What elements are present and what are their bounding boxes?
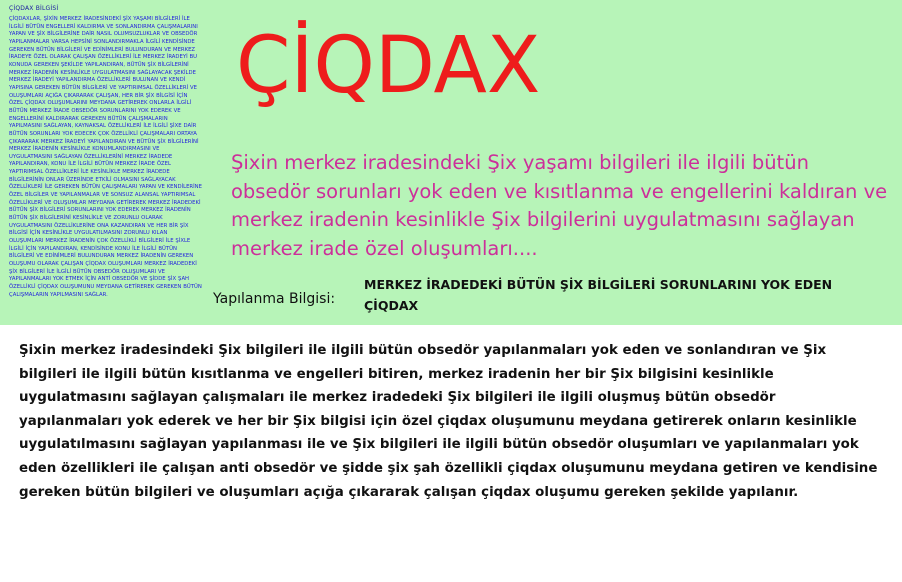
structure-label: Yapılanma Bilgisi: xyxy=(213,291,336,307)
small-panel-heading: ÇİQDAX BİLGİSİ xyxy=(9,5,59,12)
page-title: ÇİQDAX xyxy=(236,21,541,111)
description-paragraph: Şixin merkez iradesindeki Şix bilgileri ile ilgili bütün obsedör yapılanmaları yok eden ve sonlandıran ve Şix bilgileri ile ilgili bütün kısıtlanma ve engelleri bitiren, merkez iradenin her bir Şix bilgisini kesinlikle uygulatmasını sağlayan çalışmaları ile merkez iradedeki Şix bilgileri ile ilgili oluşmuş bütün obsedör yapılanmaları yok ederek ve her bir Şix bilgisi için özel çiqdax oluşumunu meydana getirerek onların kesinlikle uygulatılmasını sağlayan yapılanması ile ve Şix bilgileri ile ilgili bütün obsedör oluşumları ve yapılanmaları yok eden özellikleri ile çalışan anti obsedör ve şidde şix şah özellikli çiqdax oluşumunu meydana getiren ve kendisine gereken bütün bilgileri ve oluşumları açığa çıkararak çalışan çiqdax oluşumu gereken şekilde yapılanır. xyxy=(19,343,878,500)
structure-value: MERKEZ İRADEDEKİ BÜTÜN ŞİX BİLGİLERİ SORUNLARINI YOK EDEN ÇİQDAX xyxy=(364,277,833,313)
small-panel-text: ÇİQDAXLAR, ŞİXİN MERKEZ İRADESİNDEKİ ŞİX YAŞAMI BİLGİLERİ İLE İLGİLİ BÜTÜN ENGELLERİ KALDIRMA VE SONLANDIRMA ÇALIŞMALARINI YAPAN VE ŞİX BİLGİLERİNE DAİR NASIL OLUMSUZLUKLAR VE OBSEDÖR YAPILANMALAR VARSA HEPSİNİ SONLANDIRMAKLA İLGİLİ KENDİSİNDE GEREKEN BÜTÜN BİLGİLERİ VE EDİNİMLERİ BULUNDURAN VE MERKEZ İRADEYE ÖZEL OLARAK ÇALIŞAN ÖZELLİKLERİ İLE MERKEZ İRADEYİ BU KONUDA GEREKEN ŞEKİLDE YAPILANDIRAN, BÜTÜN ŞİX BİLGİLERİNİ MERKEZ İRADENİN KESİNLİKLE UYGULATMASINI SAĞLAYACAK ŞEKİLDE MERKEZ İRADEYİ YAPILANDIRMA ÖZELLİKLERİ BULUNAN VE KENDİ YAPISINA GEREKEN BÜTÜN BİLGİLERİ VE YAPTIRIMSAL ÖZELLİKLERİ VE OLUŞUMLARI AÇIĞA ÇIKARARAK ÇALIŞAN, HER BİR ŞİX BİLGİSİ İÇİN ÖZEL ÇİQDAX OLUŞUMLARINI MEYDANA GETİREREK ONLARLA İLGİLİ BÜTÜN MERKEZ İRADE OBSEDÖR SORUNLARINI YOK EDEREK VE ENGELLERİNİ KALDIRARAK GEREKEN BÜTÜN ÇALIŞMALARIN YAPILMASINI SAĞLAYAN, KAYNAKSAL ÖZELLİKLERİ İLE İLGİLİ ŞİXE DAİR BÜTÜN SORUNLARI YOK EDECEK ÇOK ÖZELLİKLİ ÇALIŞMALARI ORTAYA ÇIKARARAK MERKEZ İRADEYİ YAPILANDIRAN VE BÜTÜN ŞİX BİLGİLERİNİ MERKEZ İRADENİN KESİNLİKLE KONUMLANDIRMASINI VE UYGULATMASINI SAĞLAYAN ÖZELLİKLERİNİ MERKEZ İRADEDE YAPILANDIRAN, KONU İLE İLGİLİ BÜTÜN MERKEZ İRADE ÖZEL YAPTIRIMSAL ÖZELLİKLERİ İLE KESİNLİKLE MERKEZ İRADEDE BİLGİLERİNİN ONLAR ÜZERİNDE ETKİLİ OLMASINI SAĞLAYACAK ÖZELLİKLERİ İLE GEREKEN BÜTÜN ÇALIŞMALARI YAPAN VE KENDİLERİNE ÖZEL BİLGİLER VE YAPILANMALAR VE SONSUZ ALANSAL YAPTIRIMSAL ÖZELLİKLERİ VE OLUŞUMLAR MEYDANA GETİREREK MERKEZ İRADEDEKİ BÜTÜN ŞİX BİLGİLERİ SORUNLARINI YOK EDEREK MERKEZ İRADENİN BÜTÜN ŞİX BİLGİLERİNİ KESİNLİKLE VE ZORUNLU OLARAK UYGULATMASINI ÖZELLİKLERİNE ONA KAZANDIRAN VE HER BİR ŞİX BİLGİSİ İÇİN KESİNLİKLE UYGULATILMASINI ZORUNLU KILAN OLUŞUMLARI MERKEZ İRADENİN ÇOK ÖZELLİKLİ BİLGİLERİ İLE ŞİXLE İLGİLİ İÇİN YAPILANDIRAN, KENDİSİNDE KONU İLE İLGİLİ BÜTÜN BİLGİLERİ VE EDİNİMLERİ BULUNDURAN MERKEZ İRADENİN GEREKEN OLUŞUMU OLARAK ÇALIŞAN ÇİQDAX OLUŞUMLARI MERKEZ İRADEDEKİ ŞİX BİLGİLERİ İLE İLGİLİ BÜTÜN OBSEDÖR OLUŞUMLARI VE YAPILANMALARI YOK ETMEK İÇİN ANTİ OBSEDÖR VE ŞİDDE ŞİX ŞAH ÖZELLİKLİ ÇİQDAX OLUŞUMUNU MEYDANA GETİREREK GEREKEN BÜTÜN ÇALIŞMALARIN YAPILMASINI SAĞLAR. xyxy=(9,16,202,298)
subtitle-text: Şixin merkez iradesindeki Şix yaşamı bilgileri ile ilgili bütün obsedör sorunları yok eden ve kısıtlanma ve engellerini kaldıran ve merkez iradenin kesinlikle Şix bilgilerini uygulatmasını sağlayan merkez irade özel oluşumları.... xyxy=(231,151,888,260)
